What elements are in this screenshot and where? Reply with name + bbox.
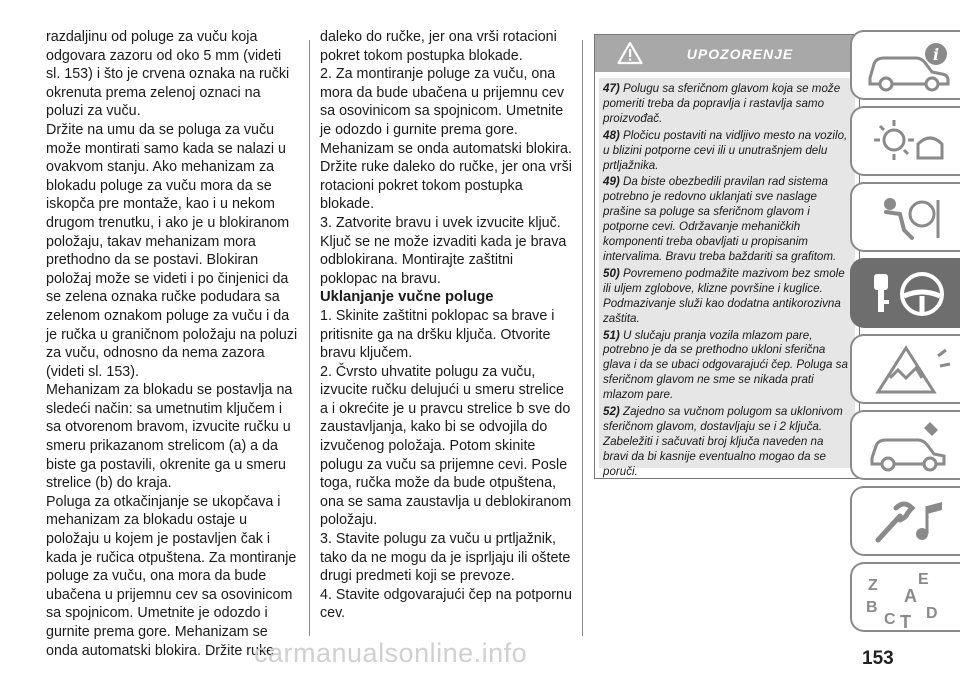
text-column-left [46,28,298,660]
index-letters-icon [860,570,956,634]
warning-note [603,82,851,127]
index-letter: Z [868,577,878,594]
chapter-tab-index[interactable] [850,562,960,632]
warning-note [603,175,851,264]
warning-box [594,34,860,479]
dashboard-lights-icon [860,114,956,170]
warning-triangle-icon [617,41,643,65]
note-text: Pločicu postaviti na vidljivo mesto na vozilo, u blizini potporne cevi ili u unutrašnjem delu prtljažnika. [603,128,848,172]
warning-notes [599,78,855,478]
paragraph: razdaljinu od poluge za vuču koja odgovara zazoru od oko 5 mm (videti sl. 153) i što je crvena oznaka na ručki okrenuta prema zelenoj oznaci na poluzi za vuču. [46,29,290,120]
note-number: 49) [603,175,620,189]
warning-note [603,129,851,174]
note-number: 52) [603,405,620,419]
paragraph: 2. Za montiranje poluge za vuču, ona mora da bude ubačena u prijemnu cev sa osovinicom sa spojnicom. Umetnite je odozdo i gurnite prema gore. Mehanizam se onda automatski blokira. Držite ruke daleko do ručke, jer ona vrši rotacioni pokret tokom postupka blokade. [320,66,572,213]
paragraph: Držite na umu da se poluga za vuču može montirati samo kada se nalazi u ovakvom stanju. Ako mehanizam za blokadu poluge za vuču mora da se iskopča pre montaže, kao i u nekom drugom trenutku, i ako je u blokiranom položaju, takav mehanizam mora prethodno da se postavi. Blokiran položaj može se videti i po činjenici da se zelena oznaka ručke podudara sa zelenom oznakom poluge za vuču i da je ručka u graničnom položaju na poluzi za vuču, odnosno da nema zazora (videti sl. 153). [46,121,298,380]
note-text: Povremeno podmažite mazivom bez smole ili uljem zglobove, klizne površine i kuglice. Podmazivanje služi kao dodatna antikorozivna zaštita. [603,266,845,325]
text-column-middle [320,28,572,623]
svg-text:i: i [932,45,940,64]
index-letter: B [866,599,878,616]
note-number: 50) [603,266,620,280]
warning-note [603,329,851,404]
car-info-icon [860,38,956,94]
page-number: 153 [862,648,894,669]
note-text: Polugu sa sferičnom glavom koja se može pomeriti treba da popravlja i rastavlja samo proizvođač. [603,82,841,125]
paragraph: 4. Stavite odgovarajući čep na potpornu cev. [320,586,572,622]
index-letter: A [904,586,917,606]
warning-triangle-icon [860,342,956,398]
chapter-tab-safety[interactable] [850,182,960,252]
chapter-tab-dashboard[interactable] [850,106,960,176]
note-text: Zajedno sa vučnom polugom sa uklonivom sferičnom glavom, dostavljaju se i 2 ključa. Zabeležiti i sačuvati broj ključa naveden na bravi da bi kasnije eventualno mogao da se poruči. [603,405,843,478]
chapter-tab-maintenance[interactable] [850,410,960,480]
section-heading: Uklanjanje vučne poluge [320,289,494,306]
note-number: 47) [603,82,620,95]
watermark: carmanualsonline.info [254,638,528,668]
airbag-icon [860,190,956,246]
index-letter: T [900,612,911,632]
paragraph: daleko do ručke, jer ona vrši rotacioni pokret tokom postupka blokade. [320,29,557,64]
paragraph: 1. Skinite zaštitni poklopac sa brave i pritisnite ga na dršku ključa. Otvorite bravu ključem. [320,307,555,362]
warning-note [603,267,851,327]
note-text: Da biste obezbedili pravilan rad sistema potrebno je redovno uklanjati sve naslage prašine sa poluge sa sferičnom glavom i potporne cevi. Održavanje mehaničkih komponenti treba obavljati u propisanim intervalima. Bravu treba baždariti sa grafitom. [603,175,837,263]
column-divider [582,40,583,636]
chapter-tab-starting-driving[interactable] [850,258,960,328]
note-text: U slučaju pranja vozila mlazom pare, potrebno je da se prethodno ukloni sferična glava i da se ubaci odgovarajući čep. Poluga sa sferičnom glavom ne sme se nikada prati mlazom pare. [603,328,848,402]
chapter-tab-multimedia[interactable] [850,486,960,556]
index-letter: E [918,571,929,588]
column-divider [309,40,310,636]
paragraph: Mehanizam za blokadu se postavlja na sledeći način: sa umetnutim ključem i sa otvorenom bravom, izvucite ručku u smeru prikazanom strelicom (a) a da biste ga postavili, okrenite ga u smeru strelice (b) do kraja. [46,382,293,492]
warning-header [595,35,859,72]
wrench-music-icon [860,494,956,550]
paragraph: 2. Čvrsto uhvatite polugu za vuču, izvucite ručku delujući u smeru strelice a i okrećite je u pravcu strelice b sve do zaustavljanja, kako bi se odvojila do izvučenog položaja. Potom skinite polugu za vuču sa prijemne cevi. Posle toga, ručka može da bude otpuštena, ona se sama zaustavlja u deblokiranom položaju. [320,363,572,529]
note-number: 51) [603,328,620,342]
key-steering-icon [860,266,956,322]
note-number: 48) [603,128,620,142]
warning-title: UPOZORENJE [686,45,794,62]
paragraph: 3. Zatvorite bravu i uvek izvucite ključ. Ključ se ne može izvaditi kada je brava odblokirana. Montirajte zaštitni poklopac na bravu. [320,214,567,287]
index-letter: D [926,605,938,622]
paragraph: Poluga za otkačinjanje se ukopčava i mehanizam za blokadu ostaje u položaju u kojem je postavljen čak i kada je ručica otpuštena. Za montiranje poluge za vuču, ona mora da bude ubačena u prijemnu cev sa osovinicom sa spojnicom. Umetnite je odozdo i gurnite prema gore. Mehanizam se onda automatski blokira. Držite ruke [46,493,297,659]
chapter-tab-emergency[interactable] [850,334,960,404]
car-service-icon [860,418,956,474]
paragraph: 3. Stavite polugu za vuču u prtljažnik, tako da ne mogu da je isprljaju ili oštete drugi predmeti koji se prevoze. [320,531,571,585]
index-letter: C [884,611,896,628]
warning-note [603,405,851,480]
chapter-tab-car-info[interactable] [850,30,960,100]
